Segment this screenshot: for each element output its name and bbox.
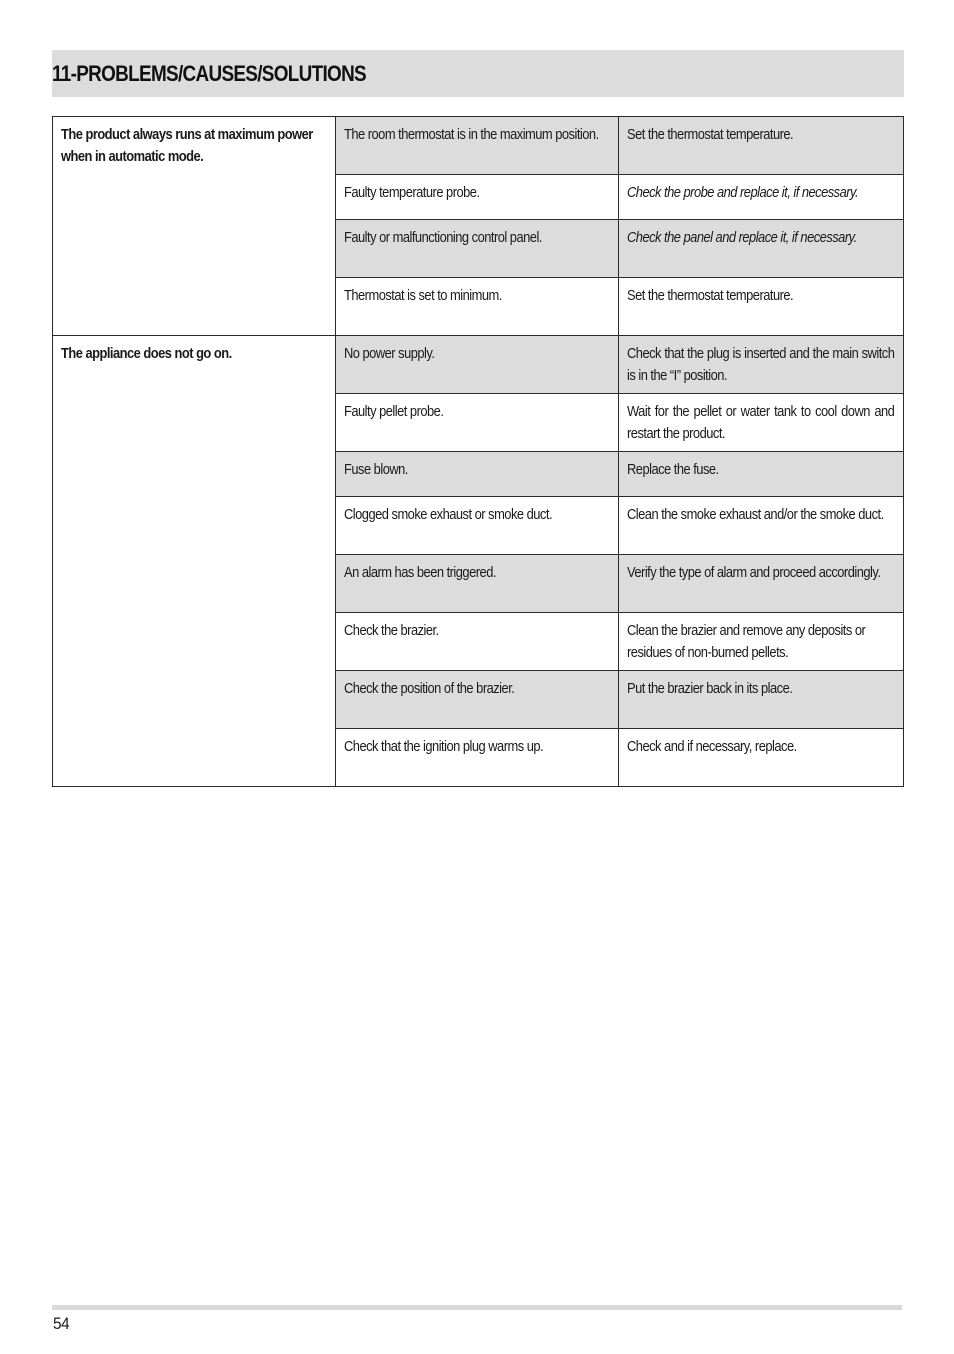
page-number: 54 (53, 1314, 70, 1333)
cause-text: Faulty or malfunctioning control panel. (344, 229, 542, 246)
cause-text: Fuse blown. (344, 461, 408, 478)
cause-text: An alarm has been triggered. (344, 564, 496, 581)
solution-cell (619, 394, 904, 452)
footer-divider (52, 1305, 902, 1310)
cause-text: Check that the ignition plug warms up. (344, 738, 544, 755)
problem-cell (53, 117, 336, 336)
cause-cell (336, 555, 619, 613)
solution-cell (619, 729, 904, 787)
solution-cell (619, 336, 904, 394)
solution-text: Check the panel and replace it, if necessary. (627, 229, 857, 246)
solution-cell (619, 220, 904, 278)
problem-text: The product always runs at maximum power when in automatic mode. (61, 126, 313, 165)
solution-cell (619, 117, 904, 175)
solution-text: Verify the type of alarm and proceed accordingly. (627, 564, 881, 581)
cause-text: No power supply. (344, 345, 435, 362)
solution-text: Clean the brazier and remove any deposits or residues of non-burned pellets. (627, 622, 866, 661)
cause-cell (336, 175, 619, 220)
solution-text: Check that the plug is inserted and the main switch is in the “I” position. (627, 345, 895, 384)
solution-cell (619, 452, 904, 497)
solution-text: Check the probe and replace it, if necessary. (627, 184, 859, 201)
troubleshooting-table (52, 116, 904, 787)
cause-text: Check the brazier. (344, 622, 439, 639)
cause-cell (336, 497, 619, 555)
cause-text: Check the position of the brazier. (344, 680, 515, 697)
solution-text: Put the brazier back in its place. (627, 680, 793, 697)
solution-cell (619, 671, 904, 729)
cause-text: Clogged smoke exhaust or smoke duct. (344, 506, 553, 523)
solution-cell (619, 497, 904, 555)
cause-cell (336, 394, 619, 452)
cause-cell (336, 613, 619, 671)
solution-text: Replace the fuse. (627, 461, 719, 478)
problem-cell (53, 336, 336, 787)
cause-cell (336, 278, 619, 336)
solution-text: Wait for the pellet or water tank to cool down and restart the product. (627, 403, 895, 442)
cause-text: Thermostat is set to minimum. (344, 287, 502, 304)
solution-cell (619, 613, 904, 671)
cause-cell (336, 117, 619, 175)
solution-text: Set the thermostat temperature. (627, 287, 794, 304)
table-row (53, 336, 904, 394)
cause-cell (336, 220, 619, 278)
solution-text: Clean the smoke exhaust and/or the smoke duct. (627, 506, 884, 523)
cause-text: Faulty pellet probe. (344, 403, 444, 420)
cause-cell (336, 336, 619, 394)
solution-cell (619, 175, 904, 220)
section-title: 11-PROBLEMS/CAUSES/SOLUTIONS (52, 60, 366, 86)
cause-text: The room thermostat is in the maximum position. (344, 126, 599, 143)
cause-cell (336, 671, 619, 729)
solution-cell (619, 278, 904, 336)
solution-text: Set the thermostat temperature. (627, 126, 794, 143)
problem-text: The appliance does not go on. (61, 345, 232, 362)
cause-cell (336, 729, 619, 787)
section-header (52, 50, 904, 97)
solution-text: Check and if necessary, replace. (627, 738, 797, 755)
cause-cell (336, 452, 619, 497)
cause-text: Faulty temperature probe. (344, 184, 480, 201)
solution-cell (619, 555, 904, 613)
table-row (53, 117, 904, 175)
